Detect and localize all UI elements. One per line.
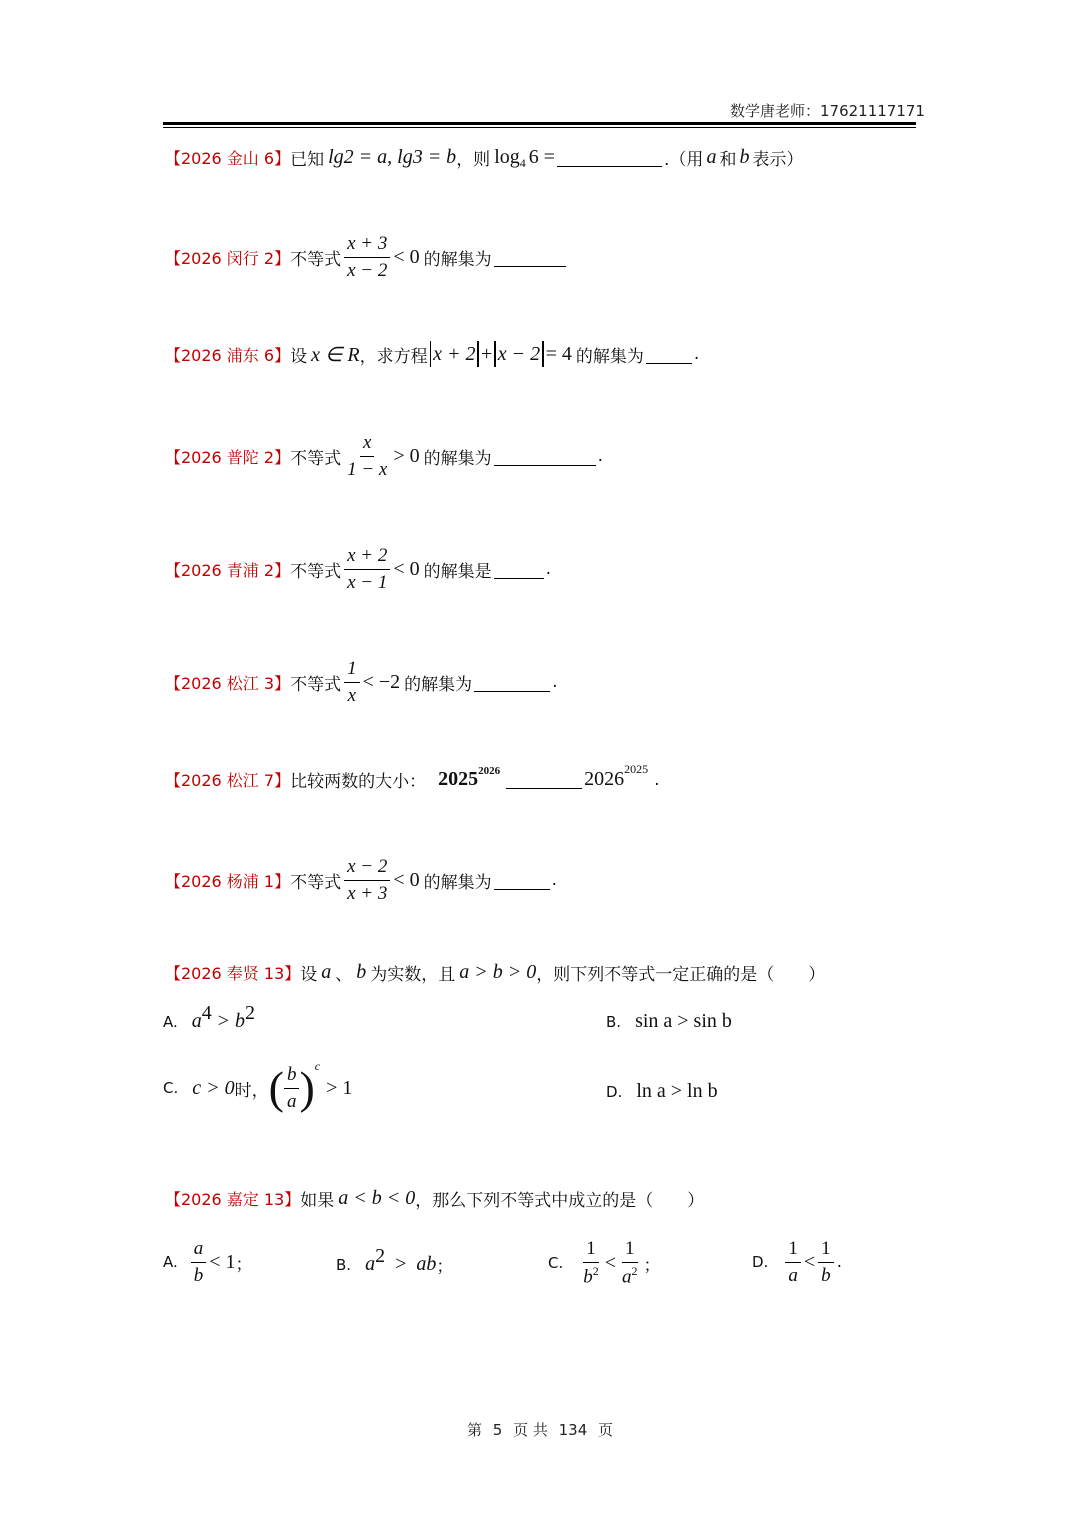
question-pudong-6 (165, 341, 699, 367)
fraction-denominator: x + 3 (347, 882, 388, 904)
option-label: D. (606, 1082, 623, 1101)
math-fraction (191, 1238, 207, 1287)
math-power-base: a (191, 1010, 202, 1032)
question-tag: 【2026 松江 3】 (165, 673, 291, 693)
math-condition: c > 0 (192, 1076, 235, 1099)
question-text: 的解集为 (404, 674, 473, 695)
math-power-base: a (365, 1253, 376, 1275)
denominator-base: b (583, 1266, 593, 1288)
question-text: ，则 (456, 150, 491, 170)
math-power-exp: c (314, 1058, 321, 1073)
option-label: A. (163, 1253, 178, 1272)
option-a[interactable] (163, 1002, 256, 1033)
question-text: 为实数，且 (370, 965, 456, 985)
question-text: 的解集为 (423, 448, 492, 469)
question-text: ，则下列不等式一定正确的是（ ） (536, 965, 826, 985)
question-jiading-13 (165, 1186, 704, 1211)
question-text: ，那么下列不等式中成立的是（ ） (415, 1191, 705, 1211)
answer-blank[interactable] (506, 770, 582, 789)
fraction-denominator: x (347, 684, 357, 706)
math-var: b (356, 961, 367, 983)
footer-text: 第 (466, 1421, 482, 1439)
math-plus: + (480, 342, 493, 365)
math-power-exp: 2025 (624, 762, 649, 776)
abs-bar (494, 341, 496, 367)
option-label: B. (336, 1255, 352, 1274)
question-end: . (551, 870, 558, 891)
question-text: .（用 (664, 150, 704, 170)
abs-bar (542, 341, 544, 367)
fraction-denominator: a (788, 1264, 798, 1286)
fraction-numerator: x (360, 432, 374, 457)
abs-bar (477, 341, 479, 367)
option-label: A. (163, 1012, 178, 1031)
answer-blank[interactable] (646, 345, 692, 364)
question-text: 不等式 (290, 561, 342, 582)
math-fraction (344, 856, 390, 905)
fraction-numerator: 1 (622, 1238, 638, 1263)
math-fraction (785, 1238, 801, 1287)
header-rule-thick (163, 122, 916, 125)
question-text: 的解集为 (575, 346, 644, 367)
question-tag: 【2026 金山 6】 (165, 149, 291, 168)
fraction-denominator: b (821, 1264, 831, 1286)
math-expr: ln a > ln b (636, 1080, 718, 1102)
question-tag: 【2026 嘉定 13】 (165, 1190, 301, 1209)
question-text: 不等式 (290, 872, 342, 893)
answer-blank[interactable] (494, 447, 596, 466)
math-relation: > (217, 1010, 230, 1032)
question-end: . (654, 769, 660, 790)
answer-blank[interactable] (494, 560, 544, 579)
answer-blank[interactable] (474, 673, 550, 692)
question-end: . (552, 672, 558, 693)
math-fraction (344, 233, 390, 282)
fraction-numerator: x − 2 (344, 856, 390, 881)
math-relation: > (395, 1253, 407, 1275)
question-tag: 【2026 普陀 2】 (165, 447, 291, 467)
page-number: 5 (492, 1421, 503, 1439)
math-relation: < 0 (393, 557, 420, 580)
right-paren: ) (299, 1062, 315, 1114)
question-text: 如果 (300, 1191, 335, 1211)
question-minhang-2 (165, 233, 568, 282)
math-relation: > 0 (393, 444, 420, 467)
option-b[interactable] (606, 1010, 732, 1033)
question-tag: 【2026 浦东 6】 (165, 345, 291, 365)
denominator-exp: 2 (592, 1263, 599, 1278)
footer-text: 页 (598, 1421, 614, 1439)
option-end: ； (235, 1254, 253, 1275)
question-text: 、 (335, 965, 353, 985)
question-text: 的解集为 (423, 249, 492, 270)
question-songjiang-7 (165, 762, 660, 792)
question-text: 设 (290, 346, 308, 367)
math-expr: 6 = (528, 146, 556, 168)
fraction-denominator: b (193, 1264, 204, 1286)
option-end: . (836, 1252, 843, 1273)
math-var: a (321, 961, 332, 983)
question-tag: 【2026 奉贤 13】 (165, 964, 301, 983)
question-text: 的解集为 (423, 872, 492, 893)
question-end: . (545, 559, 552, 580)
math-power-exp: 2 (375, 1245, 386, 1267)
math-fraction (344, 658, 360, 707)
denominator-base: a (622, 1266, 632, 1288)
fraction-numerator: a (191, 1238, 207, 1263)
math-relation: < (604, 1251, 617, 1274)
math-abs-content: x − 2 (497, 342, 541, 365)
fraction-numerator: x + 2 (344, 545, 390, 570)
question-tag: 【2026 青浦 2】 (165, 560, 291, 580)
math-relation: < −2 (362, 670, 401, 693)
fraction-numerator: 1 (785, 1238, 801, 1263)
math-power-exp: 4 (201, 1002, 212, 1024)
question-text: ，求方程 (359, 346, 428, 367)
question-tag: 【2026 闵行 2】 (165, 248, 291, 268)
question-end: . (693, 344, 700, 364)
math-relation: < 1 (209, 1250, 236, 1273)
question-tag: 【2026 松江 7】 (165, 771, 291, 790)
option-a[interactable] (163, 1238, 253, 1287)
option-label: B. (606, 1012, 622, 1031)
fraction-numerator: b (284, 1064, 300, 1089)
math-relation: < 0 (393, 868, 420, 891)
math-expr: sin a > sin b (635, 1010, 732, 1032)
question-text: 比较两数的大小： (290, 772, 427, 792)
option-label: D. (752, 1253, 769, 1272)
math-power-exp: 2026 (478, 764, 501, 777)
math-condition: a > b > 0 (459, 961, 537, 983)
option-c[interactable] (163, 1058, 353, 1114)
math-log: log (494, 146, 520, 168)
option-d[interactable] (752, 1238, 842, 1287)
page-total: 134 (558, 1421, 588, 1439)
option-text: 时， (234, 1080, 269, 1101)
math-relation: < (803, 1250, 816, 1273)
option-b[interactable] (336, 1245, 454, 1277)
option-c[interactable] (548, 1238, 661, 1288)
question-end: . (597, 446, 604, 467)
math-condition: a < b < 0 (338, 1187, 416, 1209)
fraction-denominator: x − 1 (347, 571, 388, 593)
math-fraction (344, 432, 390, 481)
question-text: 和 (719, 150, 737, 170)
option-label: C. (163, 1079, 179, 1098)
page-header: 数学唐老师：17621117171 (730, 102, 925, 120)
question-fengxian-13 (165, 960, 825, 985)
left-paren: ( (268, 1062, 284, 1114)
math-condition: lg2 = a, lg3 = b (328, 146, 457, 168)
math-fraction (580, 1238, 602, 1288)
abs-bar (430, 341, 432, 367)
math-power-base: b (235, 1010, 246, 1032)
answer-blank[interactable] (557, 148, 662, 167)
question-qingpu-2 (165, 545, 551, 594)
math-var: a (706, 146, 717, 168)
math-relation: > 1 (326, 1076, 353, 1099)
fraction-denominator: a (286, 1090, 297, 1112)
math-eq: = 4 (545, 342, 572, 365)
question-text: 设 (300, 965, 318, 985)
option-end: ； (643, 1255, 661, 1276)
answer-blank[interactable] (494, 871, 550, 890)
option-label: C. (548, 1254, 564, 1272)
math-fraction (818, 1238, 834, 1287)
question-text: 已知 (290, 150, 325, 170)
question-text: 不等式 (290, 249, 342, 270)
question-songjiang-3 (165, 658, 558, 707)
math-power-exp: 2 (245, 1002, 256, 1024)
question-text: 的解集是 (423, 561, 492, 582)
fraction-denominator (580, 1263, 602, 1288)
question-text: 表示） (752, 150, 804, 170)
math-fraction (284, 1064, 300, 1113)
math-var: b (739, 146, 750, 168)
fraction-numerator: 1 (818, 1238, 834, 1263)
footer-text: 页 共 (513, 1421, 548, 1439)
math-fraction (619, 1238, 641, 1288)
math-expr: ab (416, 1253, 437, 1275)
math-power-base: 2025 (438, 768, 479, 790)
question-tag: 【2026 杨浦 1】 (165, 871, 291, 891)
question-text: 不等式 (290, 674, 342, 695)
math-relation: < 0 (393, 245, 420, 268)
option-d[interactable] (606, 1080, 718, 1103)
math-fraction (344, 545, 390, 594)
fraction-numerator: x + 3 (344, 233, 390, 258)
math-log-base: 4 (519, 156, 526, 170)
fraction-denominator (619, 1263, 641, 1288)
denominator-exp: 2 (631, 1263, 638, 1278)
answer-blank[interactable] (494, 248, 566, 267)
math-abs-content: x + 2 (433, 342, 476, 365)
math-condition: x ∈ R (311, 343, 360, 366)
fraction-denominator: 1 − x (347, 458, 388, 480)
fraction-numerator: 1 (583, 1238, 599, 1263)
math-power-base: 2026 (584, 768, 625, 790)
question-yangpu-1 (165, 856, 557, 905)
question-putuo-2 (165, 432, 603, 481)
option-end: ； (436, 1257, 454, 1277)
fraction-numerator: 1 (344, 658, 360, 683)
question-text: 不等式 (290, 448, 342, 469)
header-rule-thin (163, 127, 916, 128)
question-jinshan-6 (165, 145, 803, 170)
page-footer (0, 1419, 1080, 1440)
fraction-denominator: x − 2 (347, 259, 388, 281)
